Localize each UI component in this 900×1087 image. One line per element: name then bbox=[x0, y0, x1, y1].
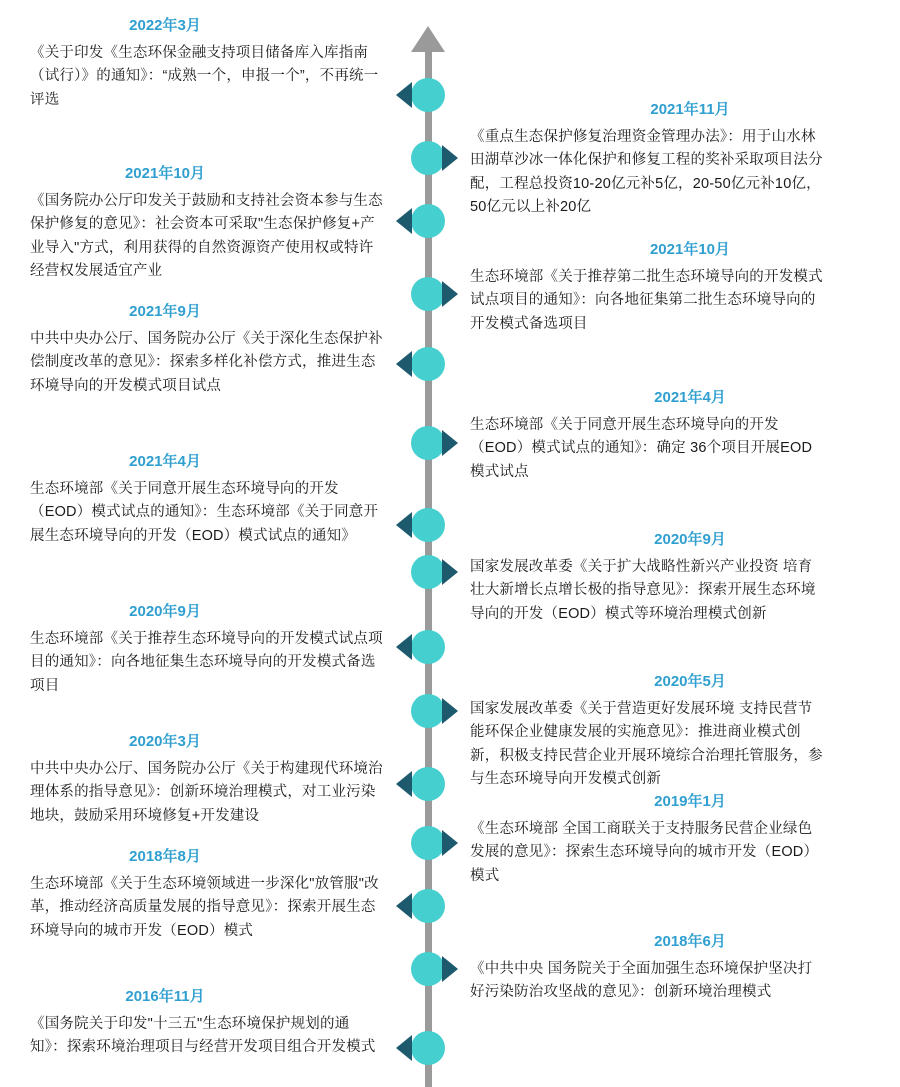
timeline-entry-left bbox=[30, 600, 385, 698]
timeline-node bbox=[411, 78, 445, 112]
timeline-node-pointer-icon bbox=[396, 512, 412, 538]
timeline-node-pointer-icon bbox=[442, 281, 458, 307]
entry-text: 生态环境部《关于同意开展生态环境导向的开发（EOD）模式试点的通知》：确定 36个项目开展EOD模式试点 bbox=[470, 417, 813, 480]
entry-text: 《生态环境部 全国工商联关于支持服务民营企业绿色发展的意见》：探索生态环境导向的城市开发（EOD）模式 bbox=[470, 821, 819, 884]
entry-text: 《关于印发《生态环保金融支持项目储备库入库指南（试行）》的通知》：“成熟一个，申报一个”，不再统一评选 bbox=[30, 45, 379, 108]
timeline-node-pointer-icon bbox=[396, 893, 412, 919]
entry-date: 2018年6月 bbox=[654, 933, 726, 950]
timeline-entry-right bbox=[470, 930, 825, 1005]
timeline-node bbox=[411, 694, 445, 728]
entry-text: 《国务院办公厅印发关于鼓励和支持社会资本参与生态保护修复的意见》：社会资本可采取"生态保护修复+产业导入"方式，利用获得的自然资源资产使用权或特许经营权发展适宜产业 bbox=[30, 193, 383, 280]
entry-date: 2021年11月 bbox=[650, 101, 730, 118]
timeline-node-pointer-icon bbox=[442, 559, 458, 585]
entry-text: 《中共中央 国务院关于全面加强生态环境保护坚决打好污染防治攻坚战的意见》：创新环境治理模式 bbox=[470, 961, 813, 1001]
timeline-entry-right bbox=[470, 670, 825, 792]
timeline-node bbox=[411, 826, 445, 860]
entry-date: 2021年10月 bbox=[649, 241, 731, 258]
timeline-entry-left bbox=[30, 730, 385, 828]
entry-text: 生态环境部《关于推荐第二批生态环境导向的开发模式试点项目的通知》：向各地征集第二批生态环境导向的开发模式备选项目 bbox=[470, 269, 823, 332]
timeline-node bbox=[411, 508, 445, 542]
timeline-node bbox=[411, 952, 445, 986]
timeline-node bbox=[411, 555, 445, 589]
timeline-node-pointer-icon bbox=[442, 430, 458, 456]
entry-date: 2020年3月 bbox=[129, 733, 201, 750]
timeline-entry-left bbox=[30, 845, 385, 943]
entry-date: 2018年8月 bbox=[129, 848, 201, 865]
timeline-entry-left bbox=[30, 14, 385, 112]
entry-date: 2019年1月 bbox=[654, 793, 726, 810]
entry-text: 《重点生态保护修复治理资金管理办法》：用于山水林田湖草沙冰一体化保护和修复工程的奖补采取项目法分配，工程总投资10-20亿元补5亿，20-50亿元补10亿，50亿元以上补20亿 bbox=[470, 129, 823, 216]
timeline-node-pointer-icon bbox=[396, 771, 412, 797]
timeline-node-pointer-icon bbox=[396, 1035, 412, 1061]
timeline-node-pointer-icon bbox=[442, 956, 458, 982]
timeline-node bbox=[411, 347, 445, 381]
timeline-node bbox=[411, 767, 445, 801]
entry-date: 2020年9月 bbox=[129, 603, 201, 620]
timeline-node bbox=[411, 889, 445, 923]
entry-text: 生态环境部《关于生态环境领域进一步深化"放管服"改革，推动经济高质量发展的指导意见》：探索开展生态环境导向的城市开发（EOD）模式 bbox=[30, 876, 379, 939]
timeline-node bbox=[411, 141, 445, 175]
timeline-node-pointer-icon bbox=[396, 208, 412, 234]
entry-date: 2021年4月 bbox=[654, 389, 726, 406]
entry-date: 2021年4月 bbox=[129, 453, 201, 470]
entry-text: 中共中央办公厅、国务院办公厅《关于构建现代环境治理体系的指导意见》：创新环境治理模式，对工业污染地块，鼓励采用环境修复+开发建设 bbox=[30, 761, 383, 824]
timeline-node-pointer-icon bbox=[396, 634, 412, 660]
timeline-entry-left bbox=[30, 162, 385, 284]
entry-date: 2020年5月 bbox=[654, 673, 726, 690]
timeline-node-pointer-icon bbox=[396, 351, 412, 377]
timeline-node bbox=[411, 630, 445, 664]
timeline-entry-left bbox=[30, 450, 385, 548]
entry-text: 生态环境部《关于同意开展生态环境导向的开发（EOD）模式试点的通知》：生态环境部《关于同意开展生态环境导向的开发（EOD）模式试点的通知》 bbox=[30, 481, 379, 544]
entry-date: 2021年9月 bbox=[129, 303, 201, 320]
entry-date: 2021年10月 bbox=[124, 165, 206, 182]
timeline-entry-right bbox=[470, 386, 825, 484]
timeline-node bbox=[411, 426, 445, 460]
timeline-node-pointer-icon bbox=[396, 82, 412, 108]
timeline-node bbox=[411, 277, 445, 311]
timeline-node-pointer-icon bbox=[442, 830, 458, 856]
entry-date: 2020年9月 bbox=[654, 531, 726, 548]
entry-text: 《国务院关于印发"十三五"生态环境保护规划的通知》：探索环境治理项目与经营开发项目组合开发模式 bbox=[30, 1016, 376, 1056]
entry-text: 生态环境部《关于推荐生态环境导向的开发模式试点项目的通知》：向各地征集生态环境导向的开发模式备选项目 bbox=[30, 631, 383, 694]
timeline-entry-left bbox=[30, 985, 385, 1060]
timeline-entry-left bbox=[30, 300, 385, 398]
entry-date: 2016年11月 bbox=[125, 988, 205, 1005]
timeline-node-pointer-icon bbox=[442, 145, 458, 171]
timeline-node bbox=[411, 204, 445, 238]
entry-text: 国家发展改革委《关于扩大战略性新兴产业投资 培育壮大新增长点增长极的指导意见》：探索开展生态环境导向的开发（EOD）模式等环境治理模式创新 bbox=[470, 559, 816, 622]
timeline-entry-right bbox=[470, 98, 825, 220]
entry-date: 2022年3月 bbox=[129, 17, 201, 34]
timeline-node bbox=[411, 1031, 445, 1065]
entry-text: 国家发展改革委《关于营造更好发展环境 支持民营节能环保企业健康发展的实施意见》：推进商业模式创新，积极支持民营企业开展环境综合治理托管服务，参与生态环境导向开发模式创新 bbox=[470, 701, 823, 788]
timeline-entry-right bbox=[470, 238, 825, 336]
entry-text: 中共中央办公厅、国务院办公厅《关于深化生态保护补偿制度改革的意见》：探索多样化补偿方式，推进生态环境导向的开发模式项目试点 bbox=[30, 331, 383, 394]
timeline-node-pointer-icon bbox=[442, 698, 458, 724]
timeline-entry-right bbox=[470, 790, 825, 888]
timeline-entry-right bbox=[470, 528, 825, 626]
